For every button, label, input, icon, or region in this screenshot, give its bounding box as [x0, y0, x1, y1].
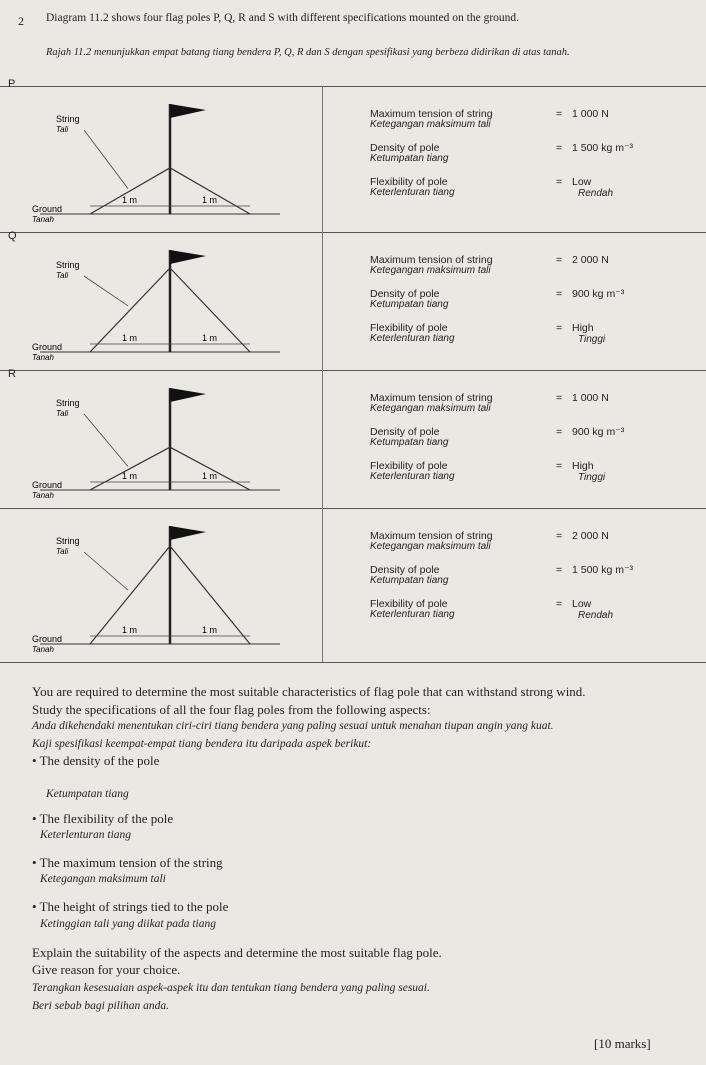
spec-row: [370, 598, 700, 632]
spec-value: 1 000 N: [572, 108, 609, 120]
flag: [170, 250, 206, 264]
string-pointer: [84, 130, 128, 189]
spec-row: [370, 530, 700, 564]
ground-label-ms: Tanah: [32, 215, 54, 224]
task-line1: You are required to determine the most suitable characteristics of flag pole that can withstand strong wind.: [32, 684, 586, 699]
spec-name-ms: Keterlenturan tiang: [370, 187, 455, 198]
aspect-1-ms: Ketumpatan tiang: [46, 788, 129, 800]
task-line2: Study the specifications of all the four flag poles from the following aspects:: [32, 702, 431, 717]
reason-text: Give reason for your choice.: [32, 962, 181, 977]
spec-equals: =: [556, 108, 563, 120]
spec-value: High: [572, 322, 594, 334]
spec-row: [370, 460, 700, 494]
spec-equals: =: [556, 288, 563, 300]
spec-name-ms: Keterlenturan tiang: [370, 609, 455, 620]
spec-row: [370, 322, 700, 356]
spec-value-ms: Rendah: [578, 610, 614, 621]
divider: [0, 232, 706, 233]
task-line1-ms: Anda dikehendaki menentukan ciri-ciri tiang bendera yang paling sesuai untuk menahan tiupan angin yang kuat.: [32, 720, 554, 732]
spec-name-ms: Ketumpatan tiang: [370, 437, 449, 448]
string-label: String: [56, 260, 80, 270]
distance-label: 1 m: [122, 333, 138, 343]
distance-label: 1 m: [122, 195, 138, 205]
spec-equals: =: [556, 142, 563, 154]
ground-label-ms: Tanah: [32, 645, 54, 654]
string-left: [90, 168, 170, 214]
panel-divider: [322, 232, 323, 370]
intro-en: Diagram 11.2 shows four flag poles P, Q, R and S with different specifications mounted on the ground.: [46, 12, 520, 24]
panel-divider: [322, 370, 323, 508]
string-label-ms: Tali: [56, 271, 69, 280]
divider: [0, 508, 706, 509]
divider: [0, 662, 706, 663]
spec-name: Flexibility of pole: [370, 322, 448, 334]
ground-label: Ground: [32, 204, 63, 214]
spec-name: Flexibility of pole: [370, 460, 448, 472]
question-number: 2: [18, 14, 24, 28]
distance-label: 1 m: [122, 625, 138, 635]
spec-value: Low: [572, 176, 592, 188]
ground-label: Ground: [32, 634, 63, 644]
flag: [170, 104, 206, 118]
spec-name-ms: Ketumpatan tiang: [370, 153, 449, 164]
spec-value: 2 000 N: [572, 254, 609, 266]
spec-equals: =: [556, 392, 563, 404]
spec-table: [370, 108, 700, 210]
flag: [170, 388, 206, 402]
marks: [10 marks]: [594, 1036, 651, 1051]
string-label: String: [56, 398, 80, 408]
panel-divider: [322, 86, 323, 232]
spec-value: 1 000 N: [572, 392, 609, 404]
spec-name: Maximum tension of string: [370, 108, 493, 120]
string-label-ms: Tali: [56, 547, 69, 556]
spec-name-ms: Ketegangan maksimum tali: [370, 119, 491, 130]
explain-text: Explain the suitability of the aspects and determine the most suitable flag pole.: [32, 945, 442, 960]
spec-row: [370, 142, 700, 176]
aspect-2-ms: Keterlenturan tiang: [40, 829, 132, 841]
spec-row: [370, 426, 700, 460]
panel-label: P: [8, 78, 16, 90]
explain-ms: Terangkan kesesuaian aspek-aspek itu dan tentukan tiang bendera yang paling sesuai.: [32, 982, 430, 994]
flag-pole-diagram: [10, 236, 300, 370]
divider: [0, 370, 706, 371]
spec-equals: =: [556, 598, 563, 610]
spec-value: 1 500 kg m⁻³: [572, 142, 633, 154]
string-label-ms: Tali: [56, 409, 69, 418]
ground-label-ms: Tanah: [32, 491, 54, 500]
spec-name-ms: Ketegangan maksimum tali: [370, 541, 491, 552]
distance-label: 1 m: [202, 471, 218, 481]
spec-table: [370, 392, 700, 494]
flag-pole-diagram: [10, 90, 300, 232]
string-pointer: [84, 414, 128, 466]
intro-ms: Rajah 11.2 menunjukkan empat batang tiang bendera P, Q, R dan S dengan spesifikasi yang berbeza didirikan di atas tanah.: [46, 47, 570, 58]
spec-equals: =: [556, 460, 563, 472]
spec-row: [370, 108, 700, 142]
aspect-2: • The flexibility of the pole: [32, 811, 173, 827]
spec-name-ms: Ketumpatan tiang: [370, 575, 449, 586]
string-label-ms: Tali: [56, 125, 69, 134]
aspect-4-ms: Ketinggian tali yang diikat pada tiang: [40, 918, 217, 930]
spec-name-ms: Ketumpatan tiang: [370, 299, 449, 310]
spec-table: [370, 530, 700, 632]
spec-equals: =: [556, 176, 563, 188]
reason-ms: Beri sebab bagi pilihan anda.: [32, 1000, 170, 1012]
spec-name-ms: Ketegangan maksimum tali: [370, 265, 491, 276]
spec-row: [370, 392, 700, 426]
spec-name: Maximum tension of string: [370, 392, 493, 404]
spec-value: Low: [572, 598, 592, 610]
spec-name: Maximum tension of string: [370, 530, 493, 542]
panel-label: R: [8, 368, 16, 380]
spec-equals: =: [556, 426, 563, 438]
spec-table: [370, 254, 700, 356]
spec-name: Density of pole: [370, 288, 440, 300]
spec-row: [370, 254, 700, 288]
spec-name-ms: Keterlenturan tiang: [370, 333, 455, 344]
ground-label-ms: Tanah: [32, 353, 54, 362]
spec-name: Flexibility of pole: [370, 176, 448, 188]
spec-value-ms: Rendah: [578, 188, 614, 199]
string-right: [170, 447, 250, 490]
distance-label: 1 m: [122, 471, 138, 481]
panel-divider: [322, 508, 323, 662]
spec-value: High: [572, 460, 594, 472]
string-left: [90, 447, 170, 490]
distance-label: 1 m: [202, 333, 218, 343]
spec-row: [370, 564, 700, 598]
spec-name: Flexibility of pole: [370, 598, 448, 610]
spec-value: 900 kg m⁻³: [572, 288, 625, 300]
string-label: String: [56, 536, 80, 546]
spec-value-ms: Tinggi: [578, 472, 606, 483]
spec-value: 1 500 kg m⁻³: [572, 564, 633, 576]
string-pointer: [84, 276, 128, 306]
aspect-3: • The maximum tension of the string: [32, 855, 223, 871]
flag-pole-diagram: [10, 512, 300, 662]
spec-value-ms: Tinggi: [578, 334, 606, 345]
spec-equals: =: [556, 254, 563, 266]
divider: [0, 86, 706, 87]
spec-value: 2 000 N: [572, 530, 609, 542]
spec-row: [370, 288, 700, 322]
spec-name-ms: Keterlenturan tiang: [370, 471, 455, 482]
spec-equals: =: [556, 322, 563, 334]
panel-label: Q: [8, 230, 17, 242]
spec-value: 900 kg m⁻³: [572, 426, 625, 438]
spec-name: Density of pole: [370, 142, 440, 154]
spec-name-ms: Ketegangan maksimum tali: [370, 403, 491, 414]
aspect-4: • The height of strings tied to the pole: [32, 899, 228, 915]
string-pointer: [84, 552, 128, 590]
ground-label: Ground: [32, 480, 63, 490]
spec-name: Density of pole: [370, 564, 440, 576]
flag: [170, 526, 206, 540]
distance-label: 1 m: [202, 195, 218, 205]
flag-pole-diagram: [10, 374, 300, 508]
spec-equals: =: [556, 530, 563, 542]
distance-label: 1 m: [202, 625, 218, 635]
string-right: [170, 168, 250, 214]
task-line2-ms: Kaji spesifikasi keempat-empat tiang bendera itu daripada aspek berikut:: [32, 738, 372, 750]
spec-name: Density of pole: [370, 426, 440, 438]
spec-equals: =: [556, 564, 563, 576]
spec-row: [370, 176, 700, 210]
aspect-3-ms: Ketegangan maksimum tali: [40, 873, 166, 885]
ground-label: Ground: [32, 342, 63, 352]
spec-name: Maximum tension of string: [370, 254, 493, 266]
aspect-1: • The density of the pole: [32, 753, 159, 769]
string-label: String: [56, 114, 80, 124]
